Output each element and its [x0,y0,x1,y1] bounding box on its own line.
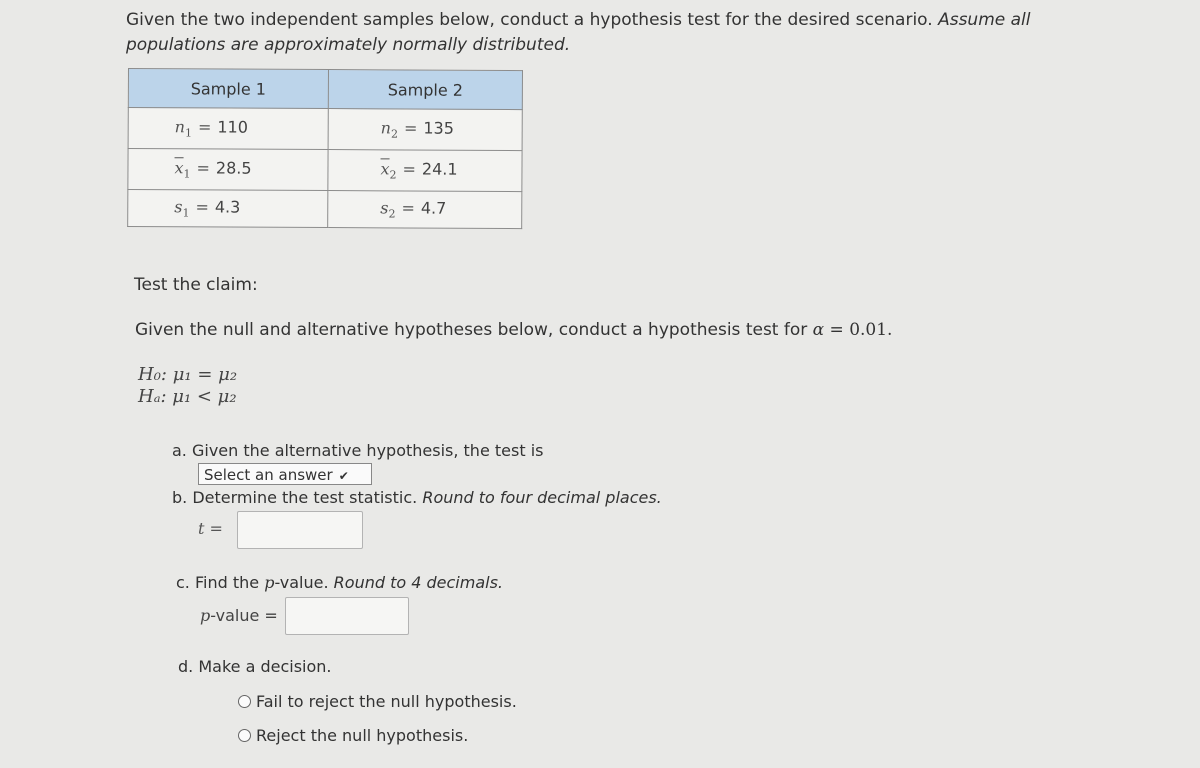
radio-button[interactable] [238,695,251,708]
p-value-label: p-value = [200,606,278,625]
option-label: Reject the null hypothesis. [256,726,469,745]
alternative-hypothesis: Hₐ: μ₁ < μ₂ [138,386,237,407]
cell-s1: $s_1 = 4.3$ [128,190,328,228]
hypothesis-instructions: Given the null and alternative hypotheses below, conduct a hypothesis test for α = 0.01. [135,320,893,340]
table-header-row [128,69,522,110]
option-label: Fail to reject the null hypothesis. [256,692,517,711]
problem-intro [126,8,1126,58]
table-row [128,149,522,192]
samples-table [127,68,523,229]
question-a-label: a. Given the alternative hypothesis, the test is [172,441,544,460]
intro-italic-2: populations are approximately normally distributed. [126,35,571,55]
cell-x2: $x_2 = 24.1$ [328,150,522,192]
table-row [128,190,522,229]
radio-button[interactable] [238,729,251,742]
p-value-input[interactable] [285,597,409,635]
cell-n2: $n_2 = 135$ [328,109,522,151]
cell-s2: $s_2 = 4.7$ [328,191,522,229]
table-row [128,108,522,151]
test-type-select[interactable] [198,463,372,485]
question-d-label: d. Make a decision. [178,657,332,676]
alpha-value: 0.01. [849,320,893,340]
header-sample-1: Sample 1 [128,69,328,109]
null-hypothesis: H₀: μ₁ = μ₂ [138,364,238,385]
t-statistic-input[interactable] [237,511,363,549]
test-claim-label: Test the claim: [134,275,258,295]
alpha-symbol: α [812,320,825,340]
select-placeholder: Select an answer [204,466,333,484]
header-sample-2: Sample 2 [328,70,522,110]
cell-x1: $x_1 = 28.5$ [128,149,328,191]
intro-text: Given the two independent samples below, conduct a hypothesis test for the desired scenario. [126,10,939,30]
intro-italic-1: Assume all [938,10,1031,30]
t-statistic-label: t = [198,519,223,538]
decision-option-reject[interactable] [238,726,468,745]
decision-option-fail-to-reject[interactable] [238,692,517,711]
chevron-down-icon: ✔ [338,469,349,483]
question-c-label: c. Find the p-value. Round to 4 decimals. [176,573,503,592]
cell-n1: $n_1 = 110$ [128,108,328,150]
question-b-label: b. Determine the test statistic. Round to four decimal places. [172,488,662,507]
